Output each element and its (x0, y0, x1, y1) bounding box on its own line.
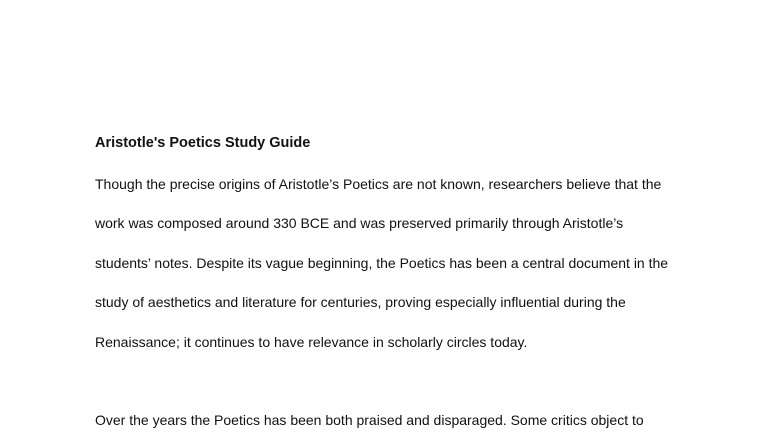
paragraph-line: Though the precise origins of Aristotle’s Poetics are not known, researchers believe that the (95, 176, 662, 192)
paragraph-line: Over the years the Poetics has been both praised and disparaged. Some critics object to (95, 411, 644, 428)
paragraph-line: study of aesthetics and literature for centuries, proving especially influential during the (95, 294, 626, 311)
paragraph-line: students’ notes. Despite its vague beginning, the Poetics has been a central document in the (95, 254, 669, 271)
paragraph-2 (95, 410, 715, 441)
paragraph-1 (95, 174, 715, 371)
document-title: Aristotle's Poetics Study Guide (95, 135, 311, 151)
paragraph-line: Renaissance; it continues to have relevance in scholarly circles today. (95, 333, 528, 350)
document-body (95, 133, 715, 441)
paragraph-line: work was composed around 330 BCE and was preserved primarily through Aristotle’s (95, 215, 624, 232)
